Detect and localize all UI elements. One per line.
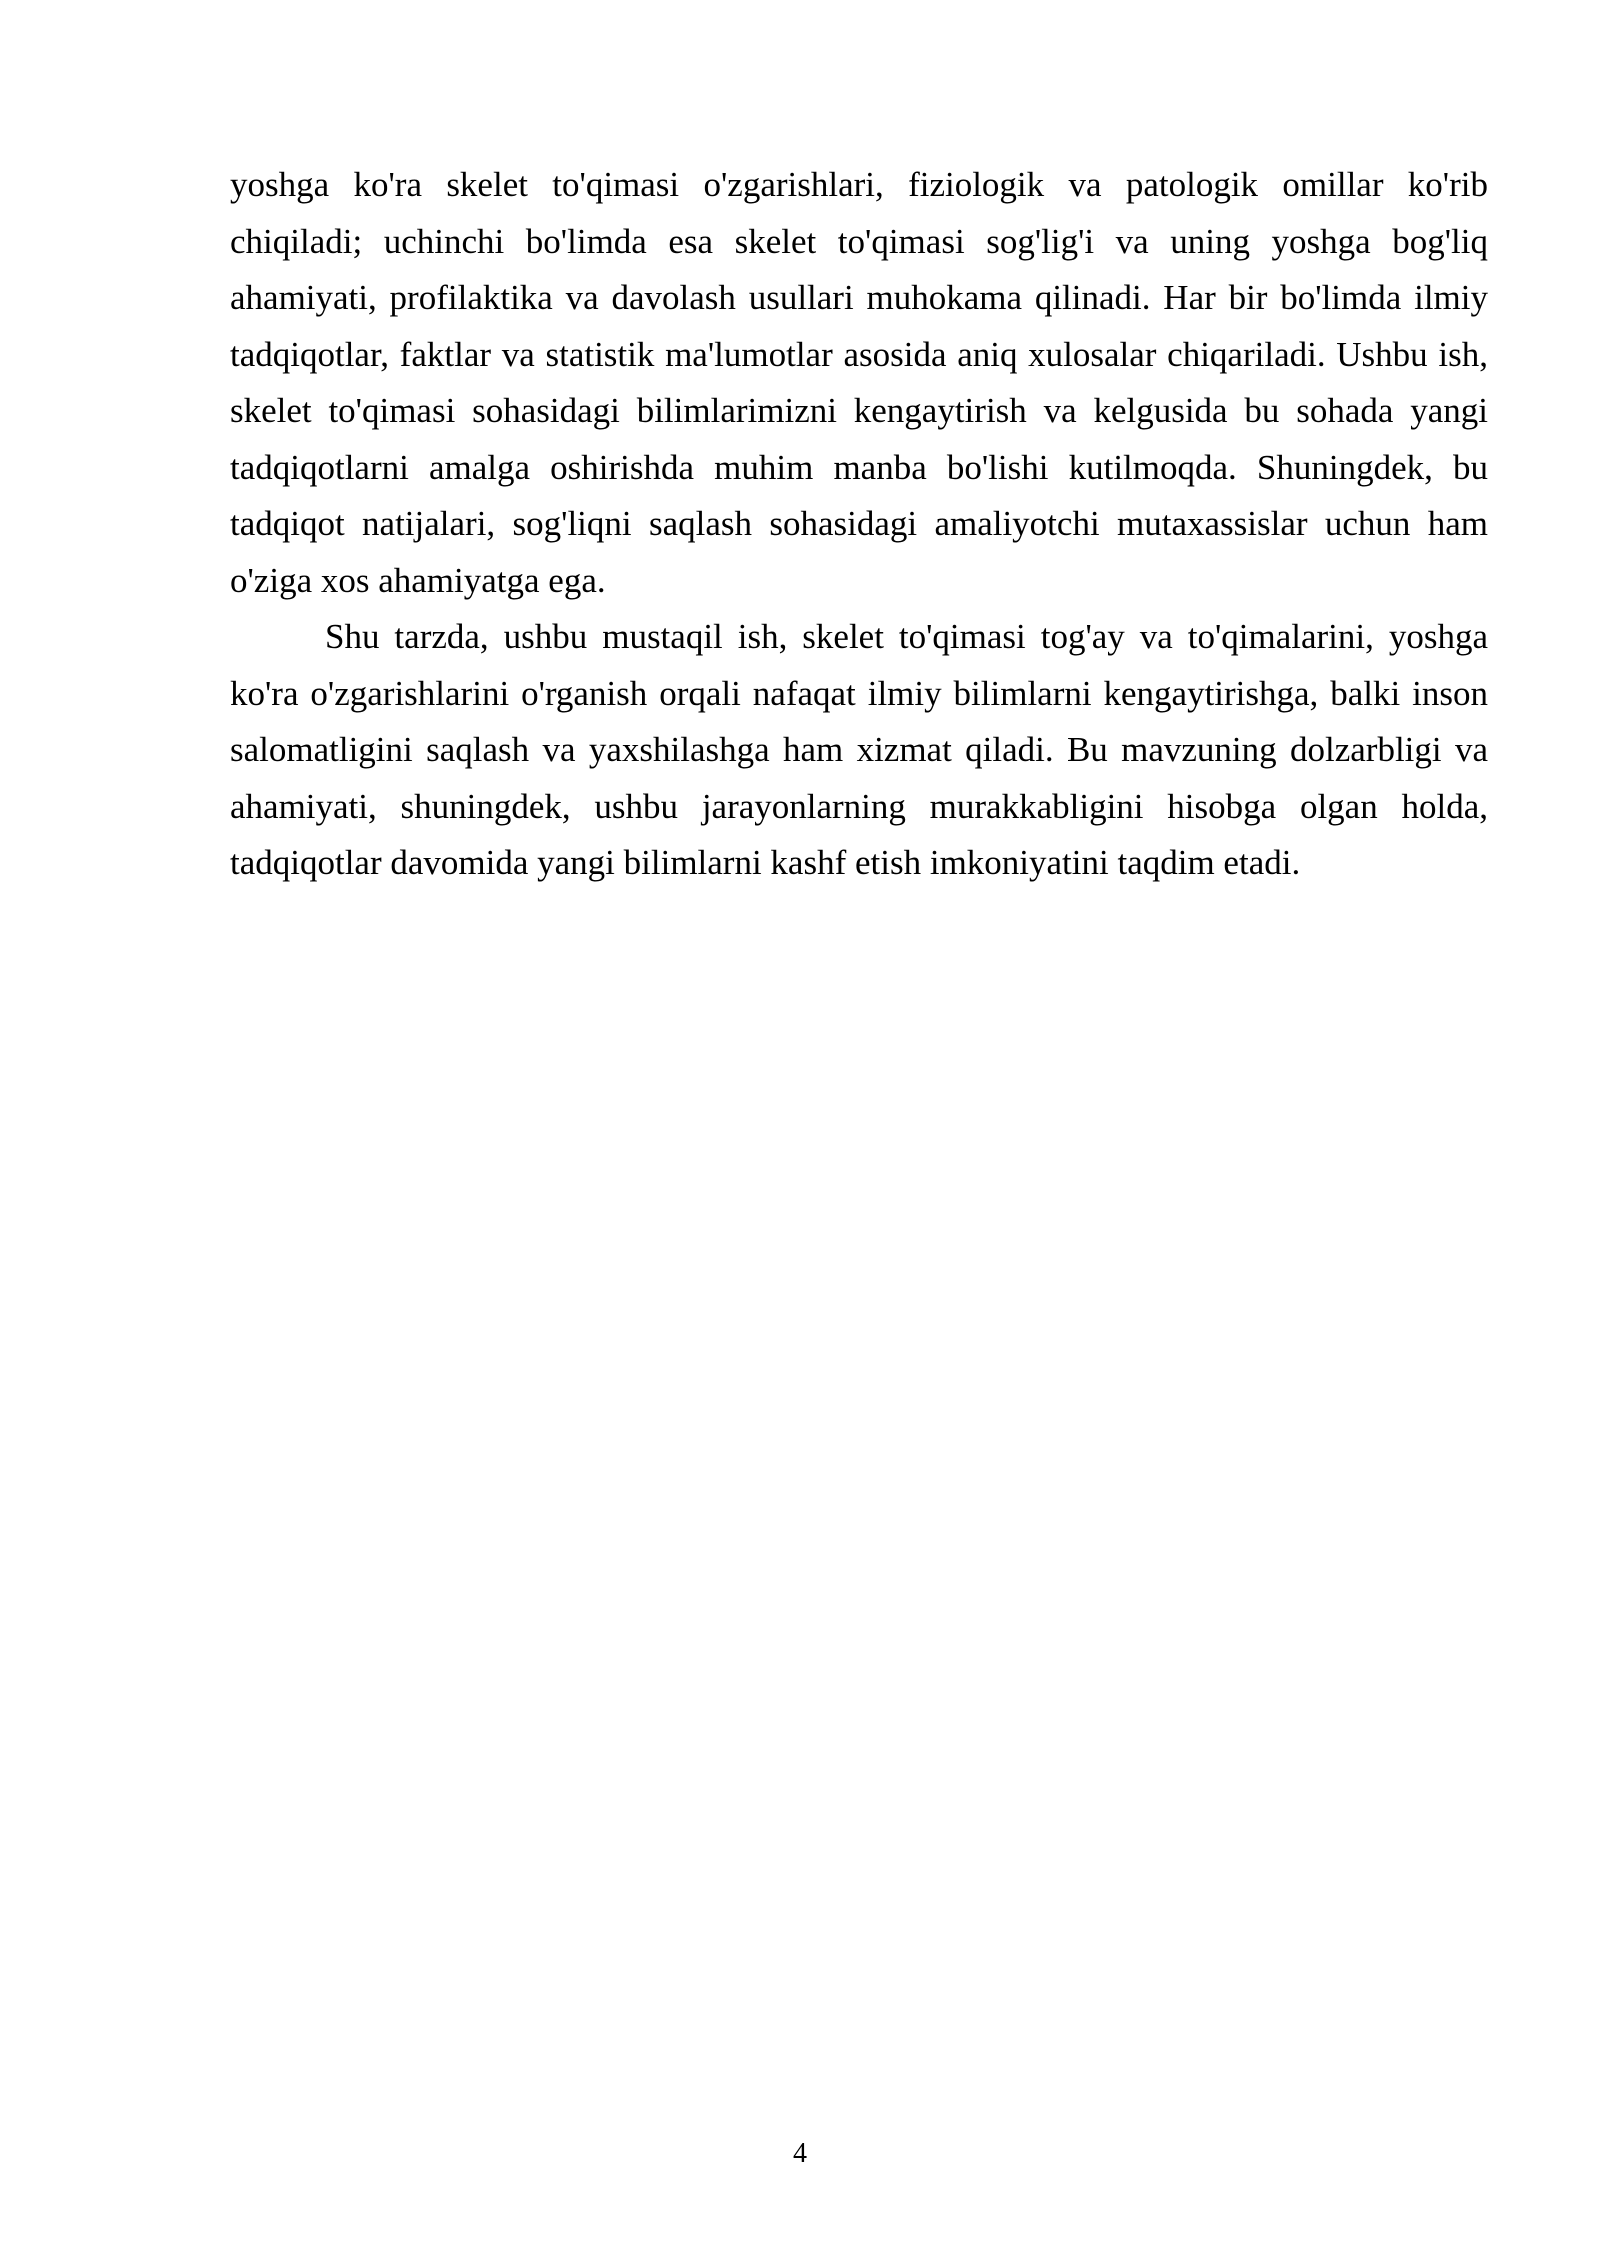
body-text [230,157,1488,892]
paragraph-continuation: yoshga ko'ra skelet to'qimasi o'zgarishlari, fiziologik va patologik omillar ko'rib chiqiladi; uchinchi bo'limda esa skelet to'qimasi sog'lig'i va uning yoshga bog'liq ahamiyati, profilaktika va davolash usullari muhokama qilinadi. Har bir bo'limda ilmiy tadqiqotlar, faktlar va statistik ma'lumotlar asosida aniq xulosalar chiqariladi. Ushbu ish, skelet to'qimasi sohasidagi bilimlarimizni kengaytirish va kelgusida bu sohada yangi tadqiqotlarni amalga oshirishda muhim manba bo'lishi kutilmoqda. Shuningdek, bu tadqiqot natijalari, sog'liqni saqlash sohasidagi amaliyotchi mutaxassislar uchun ham o'ziga xos ahamiyatga ega. [230,165,1488,600]
paragraph-conclusion: Shu tarzda, ushbu mustaqil ish, skelet to'qimasi tog'ay va to'qimalarini, yoshga ko'ra o'zgarishlarini o'rganish orqali nafaqat ilmiy bilimlarni kengaytirishga, balki inson salomatligini saqlash va yaxshilashga ham xizmat qiladi. Bu mavzuning dolzarbligi va ahamiyati, shuningdek, ushbu jarayonlarning murakkabligini hisobga olgan holda, tadqiqotlar davomida yangi bilimlarni kashf etish imkoniyatini taqdim etadi. [230,617,1488,882]
page-number: 4 [793,2138,807,2169]
